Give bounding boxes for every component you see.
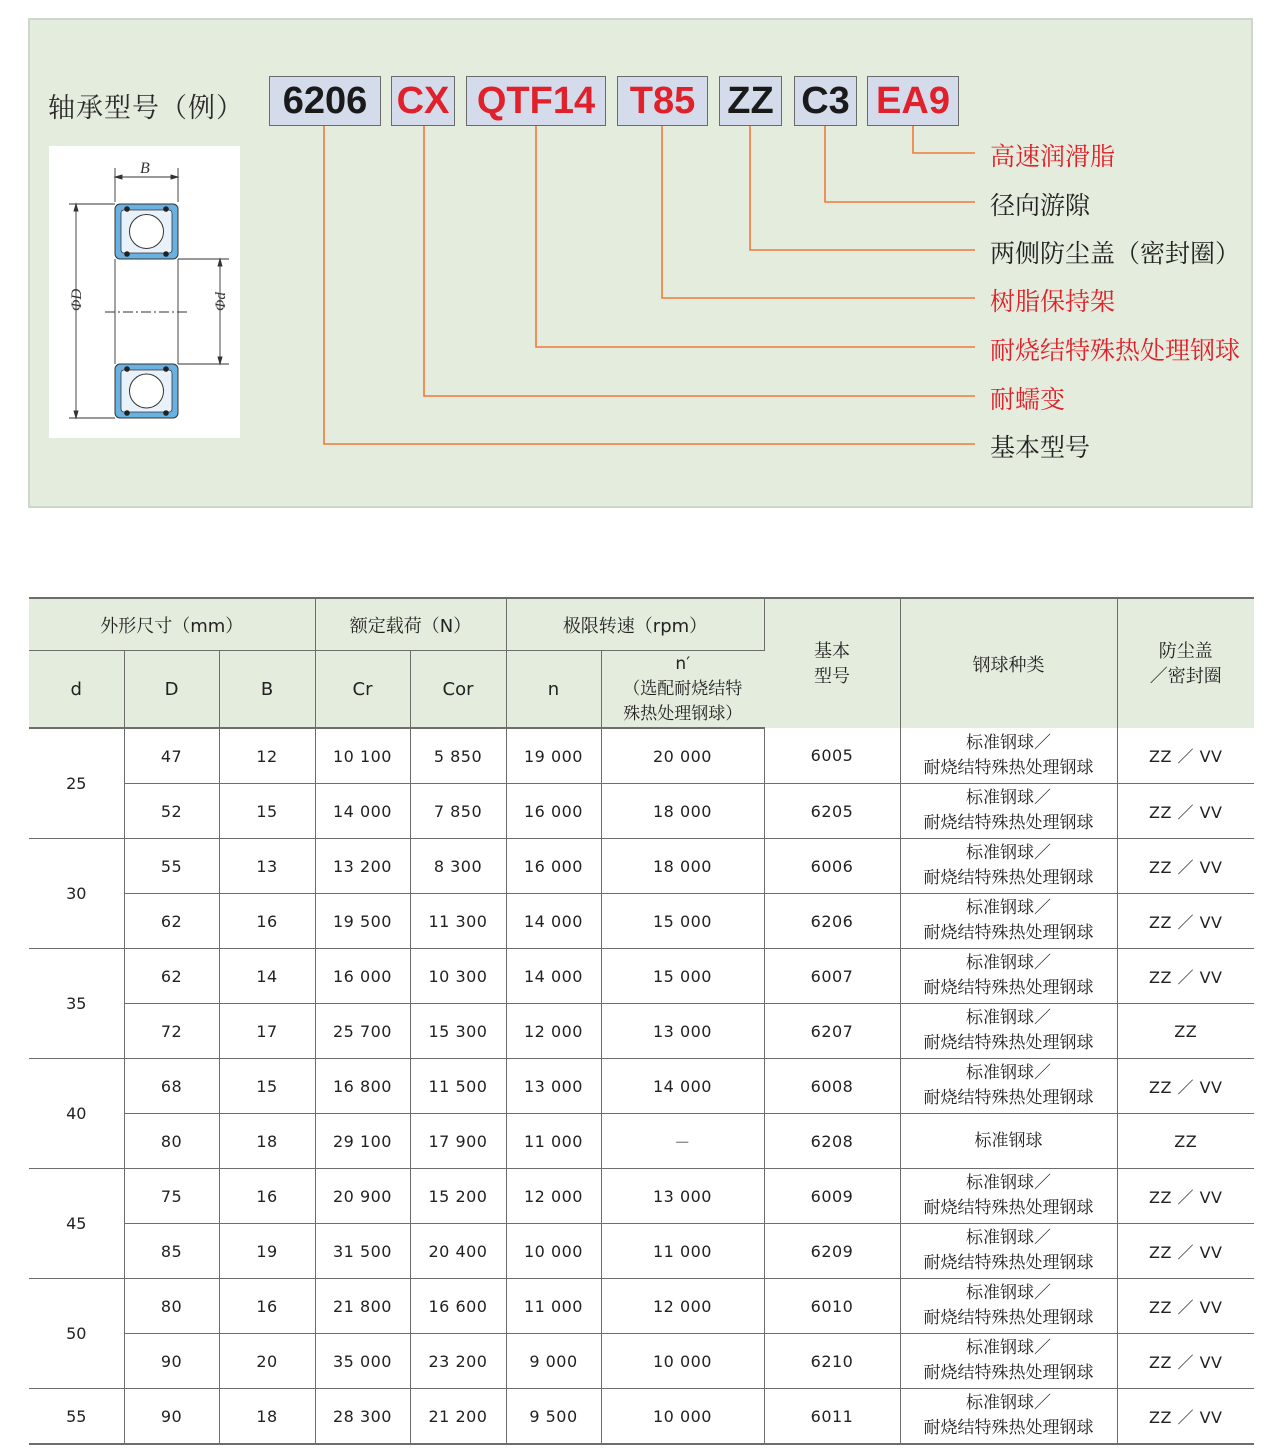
cell-Cor: 5 850 <box>410 728 506 784</box>
table-row <box>29 1279 1254 1334</box>
leader-line-zz <box>750 126 975 250</box>
table-row <box>29 1059 1254 1114</box>
cell-seal: ZZ <box>1117 1114 1254 1169</box>
code-label-4: 树脂保持架 <box>990 287 1116 316</box>
code-box-zz: ZZ <box>719 76 782 126</box>
table-row <box>29 1114 1254 1169</box>
header-seal: 防尘盖 ／密封圈 <box>1117 598 1254 728</box>
cell-seal: ZZ ／ VV <box>1117 1389 1254 1445</box>
cell-model: 6209 <box>764 1224 900 1279</box>
cell-Cor: 21 200 <box>410 1389 506 1445</box>
cell-width-B: 16 <box>219 894 315 949</box>
cell-outer-D: 62 <box>124 949 219 1004</box>
cell-Cr: 21 800 <box>315 1279 410 1334</box>
cell-n: 11 000 <box>506 1279 601 1334</box>
cell-outer-D: 80 <box>124 1114 219 1169</box>
code-label-6: 耐蠕变 <box>990 385 1066 414</box>
cell-ball-type: 标准钢球／ 耐烧结特殊热处理钢球 <box>900 839 1117 894</box>
cell-Cor: 20 400 <box>410 1224 506 1279</box>
cell-n-prime: 14 000 <box>601 1059 764 1114</box>
cell-ball-type: 标准钢球／ 耐烧结特殊热处理钢球 <box>900 1059 1117 1114</box>
cell-n: 9 500 <box>506 1389 601 1445</box>
cell-outer-D: 62 <box>124 894 219 949</box>
leader-line-qtf14 <box>536 126 975 347</box>
table-row <box>29 839 1254 894</box>
cell-n: 14 000 <box>506 894 601 949</box>
cell-seal: ZZ ／ VV <box>1117 949 1254 1004</box>
table-row <box>29 1389 1254 1445</box>
col-B: B <box>219 651 315 729</box>
cell-outer-D: 85 <box>124 1224 219 1279</box>
header-base-model: 基本 型号 <box>764 598 900 728</box>
leader-line-t85 <box>662 126 975 298</box>
cell-ball-type: 标准钢球／ 耐烧结特殊热处理钢球 <box>900 1279 1117 1334</box>
cell-Cr: 16 800 <box>315 1059 410 1114</box>
dim-label-b: B <box>140 160 150 177</box>
cell-bore-d: 35 <box>29 949 124 1059</box>
col-d: d <box>29 651 124 729</box>
cell-width-B: 17 <box>219 1004 315 1059</box>
code-label-3: 两侧防尘盖（密封圈） <box>990 239 1241 268</box>
cell-outer-D: 80 <box>124 1279 219 1334</box>
cell-seal: ZZ ／ VV <box>1117 1059 1254 1114</box>
code-box-6206: 6206 <box>269 76 381 126</box>
cell-width-B: 18 <box>219 1389 315 1445</box>
header-speed: 极限转速（rpm） <box>506 598 764 651</box>
cell-model: 6006 <box>764 839 900 894</box>
cell-width-B: 20 <box>219 1334 315 1389</box>
cell-model: 6009 <box>764 1169 900 1224</box>
bearing-lower-section <box>115 364 178 418</box>
cell-Cr: 31 500 <box>315 1224 410 1279</box>
cell-outer-D: 75 <box>124 1169 219 1224</box>
cell-model: 6205 <box>764 784 900 839</box>
cell-model: 6210 <box>764 1334 900 1389</box>
code-box-qtf14: QTF14 <box>466 76 606 126</box>
cell-ball-type: 标准钢球／ 耐烧结特殊热处理钢球 <box>900 728 1117 784</box>
cell-model: 6005 <box>764 728 900 784</box>
leader-line-c3 <box>825 126 975 202</box>
cell-n-prime: 12 000 <box>601 1279 764 1334</box>
cell-Cr: 29 100 <box>315 1114 410 1169</box>
cell-Cor: 11 500 <box>410 1059 506 1114</box>
code-box-cx: CX <box>391 76 455 126</box>
dim-label-outer-d: ΦD <box>69 288 85 311</box>
col-n: n <box>506 651 601 729</box>
cell-width-B: 14 <box>219 949 315 1004</box>
cell-width-B: 19 <box>219 1224 315 1279</box>
cell-ball-type: 标准钢球／ 耐烧结特殊热处理钢球 <box>900 949 1117 1004</box>
header-load: 额定载荷（N） <box>315 598 506 651</box>
cell-n-prime: 10 000 <box>601 1334 764 1389</box>
cell-width-B: 18 <box>219 1114 315 1169</box>
cell-Cr: 19 500 <box>315 894 410 949</box>
cell-seal: ZZ ／ VV <box>1117 1224 1254 1279</box>
cell-n-prime: 11 000 <box>601 1224 764 1279</box>
cell-n: 14 000 <box>506 949 601 1004</box>
cell-n-prime: 13 000 <box>601 1169 764 1224</box>
cell-bore-d: 50 <box>29 1279 124 1389</box>
cell-seal: ZZ ／ VV <box>1117 728 1254 784</box>
cell-outer-D: 52 <box>124 784 219 839</box>
table-row <box>29 1224 1254 1279</box>
cell-seal: ZZ ／ VV <box>1117 1169 1254 1224</box>
code-label-2: 径向游隙 <box>990 191 1091 220</box>
cell-ball-type: 标准钢球／ 耐烧结特殊热处理钢球 <box>900 1334 1117 1389</box>
cell-n-prime: 13 000 <box>601 1004 764 1059</box>
bearing-upper-section <box>115 204 178 259</box>
cell-ball-type: 标准钢球／ 耐烧结特殊热处理钢球 <box>900 894 1117 949</box>
cell-bore-d: 55 <box>29 1389 124 1445</box>
cell-Cor: 7 850 <box>410 784 506 839</box>
cell-width-B: 15 <box>219 1059 315 1114</box>
header-dims: 外形尺寸（mm） <box>29 598 315 651</box>
cell-Cor: 11 300 <box>410 894 506 949</box>
cell-ball-type: 标准钢球／ 耐烧结特殊热处理钢球 <box>900 1004 1117 1059</box>
bearing-spec-table <box>29 597 1254 1445</box>
cell-model: 6208 <box>764 1114 900 1169</box>
col-D: D <box>124 651 219 729</box>
cell-seal: ZZ <box>1117 1004 1254 1059</box>
leader-line-cx <box>424 126 975 396</box>
table-row <box>29 1334 1254 1389</box>
cell-seal: ZZ ／ VV <box>1117 1279 1254 1334</box>
cell-width-B: 16 <box>219 1169 315 1224</box>
bearing-diagram <box>49 146 240 438</box>
cell-n-prime: 18 000 <box>601 784 764 839</box>
cell-Cr: 20 900 <box>315 1169 410 1224</box>
cell-seal: ZZ ／ VV <box>1117 784 1254 839</box>
cell-outer-D: 47 <box>124 728 219 784</box>
cell-model: 6008 <box>764 1059 900 1114</box>
cell-outer-D: 68 <box>124 1059 219 1114</box>
table-row <box>29 949 1254 1004</box>
cell-n-prime: 18 000 <box>601 839 764 894</box>
col-Cor: Cor <box>410 651 506 729</box>
cell-n-prime: 15 000 <box>601 949 764 1004</box>
cell-Cr: 35 000 <box>315 1334 410 1389</box>
cell-outer-D: 55 <box>124 839 219 894</box>
cell-width-B: 16 <box>219 1279 315 1334</box>
cell-Cr: 28 300 <box>315 1389 410 1445</box>
leader-line-ea9 <box>913 126 975 153</box>
cell-n: 10 000 <box>506 1224 601 1279</box>
cell-Cor: 15 200 <box>410 1169 506 1224</box>
cell-outer-D: 90 <box>124 1389 219 1445</box>
table-row <box>29 1004 1254 1059</box>
cell-Cr: 10 100 <box>315 728 410 784</box>
cell-outer-D: 72 <box>124 1004 219 1059</box>
table-row <box>29 784 1254 839</box>
col-n-prime: n′ （选配耐烧结特 殊热处理钢球） <box>601 651 764 729</box>
cell-ball-type: 标准钢球／ 耐烧结特殊热处理钢球 <box>900 1169 1117 1224</box>
bearing-cross-section-icon <box>49 146 240 438</box>
dim-label-inner-d: Φd <box>213 292 229 311</box>
cell-n: 16 000 <box>506 784 601 839</box>
cell-model: 6007 <box>764 949 900 1004</box>
code-box-t85: T85 <box>617 76 708 126</box>
cell-Cr: 13 200 <box>315 839 410 894</box>
cell-n-prime: 10 000 <box>601 1389 764 1445</box>
cell-n: 19 000 <box>506 728 601 784</box>
cell-n: 11 000 <box>506 1114 601 1169</box>
cell-n: 12 000 <box>506 1004 601 1059</box>
col-Cr: Cr <box>315 651 410 729</box>
cell-seal: ZZ ／ VV <box>1117 894 1254 949</box>
cell-Cor: 16 600 <box>410 1279 506 1334</box>
table-row <box>29 1169 1254 1224</box>
table-row <box>29 728 1254 784</box>
cell-Cr: 16 000 <box>315 949 410 1004</box>
cell-Cor: 8 300 <box>410 839 506 894</box>
cell-seal: ZZ ／ VV <box>1117 839 1254 894</box>
cell-width-B: 15 <box>219 784 315 839</box>
cell-n: 12 000 <box>506 1169 601 1224</box>
cell-bore-d: 40 <box>29 1059 124 1169</box>
cell-model: 6206 <box>764 894 900 949</box>
cell-Cr: 25 700 <box>315 1004 410 1059</box>
cell-n-prime: 15 000 <box>601 894 764 949</box>
code-box-ea9: EA9 <box>867 76 959 126</box>
cell-model: 6011 <box>764 1389 900 1445</box>
cell-model: 6207 <box>764 1004 900 1059</box>
cell-model: 6010 <box>764 1279 900 1334</box>
example-title: 轴承型号（例） <box>48 93 244 124</box>
code-box-c3: C3 <box>794 76 857 126</box>
header-ball-type: 钢球种类 <box>900 598 1117 728</box>
cell-n-prime: 20 000 <box>601 728 764 784</box>
cell-ball-type: 标准钢球 <box>900 1114 1117 1169</box>
cell-ball-type: 标准钢球／ 耐烧结特殊热处理钢球 <box>900 1224 1117 1279</box>
cell-n-prime: － <box>601 1114 764 1169</box>
spec-table-body <box>29 728 1254 1444</box>
cell-n: 16 000 <box>506 839 601 894</box>
cell-bore-d: 30 <box>29 839 124 949</box>
cell-ball-type: 标准钢球／ 耐烧结特殊热处理钢球 <box>900 1389 1117 1445</box>
code-label-1: 高速润滑脂 <box>990 142 1116 171</box>
cell-outer-D: 90 <box>124 1334 219 1389</box>
code-label-7: 基本型号 <box>990 433 1091 462</box>
cell-Cor: 15 300 <box>410 1004 506 1059</box>
table-row <box>29 894 1254 949</box>
cell-bore-d: 25 <box>29 728 124 839</box>
cell-ball-type: 标准钢球／ 耐烧结特殊热处理钢球 <box>900 784 1117 839</box>
cell-width-B: 13 <box>219 839 315 894</box>
cell-seal: ZZ ／ VV <box>1117 1334 1254 1389</box>
cell-width-B: 12 <box>219 728 315 784</box>
cell-n: 9 000 <box>506 1334 601 1389</box>
cell-Cor: 23 200 <box>410 1334 506 1389</box>
cell-Cor: 17 900 <box>410 1114 506 1169</box>
code-label-5: 耐烧结特殊热处理钢球 <box>990 336 1241 365</box>
cell-Cor: 10 300 <box>410 949 506 1004</box>
cell-Cr: 14 000 <box>315 784 410 839</box>
cell-bore-d: 45 <box>29 1169 124 1279</box>
cell-n: 13 000 <box>506 1059 601 1114</box>
